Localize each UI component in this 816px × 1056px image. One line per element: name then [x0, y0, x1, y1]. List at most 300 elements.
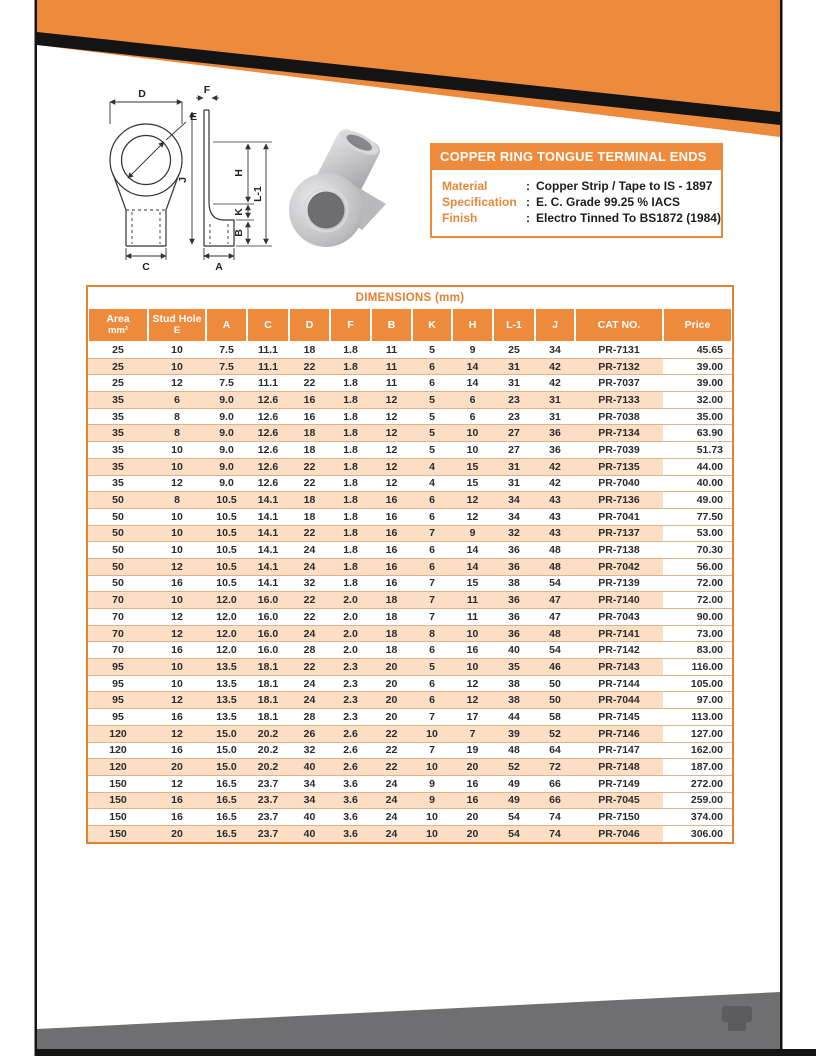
dimension-cell: 23.7: [257, 794, 279, 807]
dimension-cell: 5: [429, 410, 435, 423]
table-row: [88, 591, 732, 608]
dimension-cell: 1.8: [343, 377, 358, 390]
dimension-cell: 10: [466, 660, 479, 673]
dimension-cell: 5: [429, 393, 435, 406]
dimension-cell: 95: [112, 660, 124, 673]
dimension-cell: 9.0: [219, 410, 234, 423]
dimension-cell: 95: [112, 694, 124, 707]
dimension-cell: 16: [385, 527, 398, 540]
dimension-cell: 1.8: [343, 577, 358, 590]
photo-ring-hole: [308, 192, 345, 229]
dimension-cell: 5: [429, 443, 435, 456]
dimension-cell: 70: [112, 627, 124, 640]
dimension-cell: 49: [508, 777, 520, 790]
dimension-cell: 7: [429, 577, 435, 590]
column-header: Price: [663, 309, 732, 341]
dimension-cell: 1.8: [343, 427, 358, 440]
dimension-cell: 52: [508, 761, 520, 774]
dimension-cell: 16: [466, 644, 479, 657]
dimension-cell: 1.8: [343, 477, 358, 490]
cat-no-cell: PR-7043: [598, 610, 640, 623]
table-row: [88, 758, 732, 775]
table-row: [88, 441, 732, 458]
price-cell: 51.73: [663, 442, 732, 458]
dimension-cell: 7: [429, 527, 435, 540]
dimension-cell: 35: [508, 660, 520, 673]
price-cell: 39.00: [663, 359, 732, 375]
dimension-cell: 10: [171, 443, 183, 456]
dimension-cell: 50: [112, 544, 124, 557]
spec-label: Material: [442, 179, 488, 193]
cat-no-cell: PR-7136: [598, 494, 640, 507]
table-row: [88, 742, 732, 759]
dimension-cell: 18: [303, 494, 316, 507]
dimension-cell: 24: [385, 794, 398, 807]
dimension-cell: 12: [171, 377, 183, 390]
dimension-cell: 16: [385, 544, 398, 557]
left-border-line: [35, 0, 38, 1056]
dimension-cell: 10: [466, 443, 479, 456]
dimension-cell: 150: [109, 777, 127, 790]
dim-label-j: J: [177, 177, 189, 183]
dimension-cell: 12: [466, 694, 479, 707]
dimension-cell: 23.7: [257, 827, 279, 840]
dimension-cell: 7: [429, 594, 435, 607]
price-cell: 162.00: [663, 743, 732, 759]
column-header: K: [412, 309, 452, 341]
price-cell: 83.00: [663, 642, 732, 658]
table-row: [88, 608, 732, 625]
dimension-cell: 10: [171, 594, 183, 607]
dimension-cell: 12.6: [257, 427, 279, 440]
dimension-cell: 1.8: [343, 527, 358, 540]
dimension-cell: 24: [385, 827, 398, 840]
column-header: C: [247, 309, 289, 341]
dimension-cell: 10: [426, 727, 438, 740]
dimension-cell: 40: [508, 644, 520, 657]
cat-no-cell: PR-7045: [598, 794, 640, 807]
cat-no-cell: PR-7150: [598, 811, 640, 824]
table-row: [88, 541, 732, 558]
table-row: [88, 408, 732, 425]
dimension-cell: 95: [112, 710, 124, 723]
price-cell: 63.90: [663, 425, 732, 441]
price-cell: 187.00: [663, 759, 732, 775]
price-cell: 39.00: [663, 375, 732, 391]
dimension-cell: 16: [171, 811, 183, 824]
dimension-cell: 10: [426, 811, 438, 824]
dimension-cell: 120: [109, 727, 127, 740]
dimension-cell: 31: [549, 393, 561, 406]
dimension-cell: 11.1: [258, 343, 278, 356]
dimension-cell: 13.5: [216, 710, 237, 723]
price-cell: 374.00: [663, 809, 732, 825]
dimension-cell: 5: [429, 660, 435, 673]
dimension-cell: 10.5: [216, 544, 237, 557]
dimension-cell: 3.6: [343, 811, 358, 824]
spec-colon: :: [526, 195, 530, 209]
cat-no-cell: PR-7134: [598, 427, 640, 440]
cat-no-cell: PR-7141: [598, 627, 640, 640]
dimension-cell: 16.5: [216, 794, 237, 807]
dimension-cell: 50: [549, 677, 561, 690]
dimension-cell: 70: [112, 594, 124, 607]
dim-label-a: A: [215, 261, 223, 273]
dimension-cell: 6: [429, 377, 435, 390]
dimension-cell: 15: [466, 477, 479, 490]
price-cell: 72.00: [663, 592, 732, 608]
table-row: [88, 808, 732, 825]
dim-label-h: H: [233, 169, 245, 177]
dimension-cell: 11.1: [258, 377, 278, 390]
cat-no-cell: PR-7144: [598, 677, 640, 690]
dimension-cell: 12: [385, 410, 398, 423]
dimension-cell: 13.5: [216, 694, 237, 707]
dimension-cell: 3.6: [343, 827, 358, 840]
dimension-cell: 18: [303, 443, 316, 456]
dimension-cell: 12.6: [257, 443, 279, 456]
dimension-cell: 24: [385, 811, 398, 824]
spec-value: Electro Tinned To BS1872 (1984): [536, 211, 721, 225]
cat-no-cell: PR-7131: [598, 343, 640, 356]
dimension-cell: 5: [429, 427, 435, 440]
table-row: [88, 641, 732, 658]
dimension-cell: 50: [112, 560, 124, 573]
cat-no-cell: PR-7148: [598, 761, 640, 774]
dimension-cell: 66: [549, 777, 561, 790]
dimension-cell: 22: [385, 727, 398, 740]
dimension-cell: 10: [171, 510, 183, 523]
cat-no-cell: PR-7044: [598, 694, 640, 707]
dimension-cell: 36: [508, 610, 520, 623]
dimension-cell: 58: [549, 710, 561, 723]
cat-no-cell: PR-7143: [598, 660, 640, 673]
price-cell: 32.00: [663, 392, 732, 408]
dimension-cell: 43: [549, 494, 561, 507]
column-header: J: [535, 309, 575, 341]
dimension-cell: 6: [429, 644, 435, 657]
price-cell: 73.00: [663, 626, 732, 642]
dimension-cell: 1.8: [343, 560, 358, 573]
dimension-cell: 7.5: [219, 377, 234, 390]
dimension-labels: [138, 84, 264, 273]
dimension-cell: 16.0: [257, 594, 279, 607]
price-cell: 97.00: [663, 692, 732, 708]
bottom-bar: [37, 1049, 816, 1056]
table-row: [88, 475, 732, 492]
dimension-cell: 22: [303, 360, 316, 373]
dimension-cell: 66: [549, 794, 561, 807]
dimension-cell: 10: [171, 460, 183, 473]
table-row: [88, 675, 732, 692]
dimension-cell: 12: [466, 677, 479, 690]
dimension-cell: 16: [385, 560, 398, 573]
cat-no-cell: PR-7038: [598, 410, 640, 423]
dim-label-f: F: [203, 84, 211, 96]
dimension-cell: 120: [109, 744, 127, 757]
dimension-cell: 95: [112, 677, 124, 690]
spec-value: Copper Strip / Tape to IS - 1897: [536, 179, 713, 193]
price-cell: 272.00: [663, 776, 732, 792]
dimension-cell: 9.0: [219, 427, 234, 440]
dimension-cell: 42: [549, 360, 561, 373]
dimension-cell: 18.1: [257, 660, 279, 673]
dimension-cell: 20.2: [257, 761, 279, 774]
dimension-cell: 35: [112, 460, 124, 473]
dimension-cell: 20: [466, 761, 479, 774]
dimension-cell: 11: [385, 343, 398, 356]
gray-footer-band: [37, 992, 780, 1049]
dimension-cell: 27: [508, 427, 520, 440]
dimension-cell: 34: [508, 494, 520, 507]
dimension-cell: 34: [303, 794, 316, 807]
dimension-cell: 12: [171, 627, 183, 640]
dimension-cell: 9.0: [219, 443, 234, 456]
dimension-cell: 36: [508, 594, 520, 607]
dimension-cell: 20: [171, 761, 183, 774]
dimension-cell: 24: [303, 694, 316, 707]
dimension-cell: 22: [303, 477, 316, 490]
dimension-cell: 16: [303, 410, 316, 423]
dimension-cell: 31: [508, 460, 520, 473]
dimension-cell: 28: [303, 710, 316, 723]
dimension-cell: 22: [303, 377, 316, 390]
dimension-cell: 1.8: [343, 544, 358, 557]
dimension-cell: 20: [385, 677, 398, 690]
dimension-cell: 20: [466, 811, 479, 824]
dimension-cell: 22: [303, 594, 316, 607]
dimension-cell: 39: [508, 727, 520, 740]
dimension-cell: 25: [508, 343, 520, 356]
dimension-cell: 11: [385, 360, 398, 373]
price-cell: 259.00: [663, 793, 732, 809]
dimension-cell: 24: [303, 627, 316, 640]
dimension-cell: 150: [109, 794, 127, 807]
dimension-cell: 36: [508, 627, 520, 640]
dimension-cell: 11: [466, 610, 479, 623]
dimension-cell: 24: [303, 677, 316, 690]
cat-no-cell: PR-7042: [598, 560, 640, 573]
table-title-band: [88, 287, 732, 309]
table-row: [88, 491, 732, 508]
dimension-cell: 13.5: [216, 660, 237, 673]
price-cell: 306.00: [663, 826, 732, 842]
dimension-cell: 12.6: [257, 393, 279, 406]
dimension-cell: 70: [112, 644, 124, 657]
spec-colon: :: [526, 211, 530, 225]
dim-label-c: C: [142, 261, 150, 273]
dimension-cell: 14: [466, 377, 479, 390]
dimension-cell: 12.6: [257, 410, 279, 423]
dimension-cell: 50: [112, 494, 124, 507]
dimension-cell: 6: [429, 694, 435, 707]
dimension-cell: 52: [549, 727, 561, 740]
dimension-cell: 20: [171, 827, 183, 840]
table-row: [88, 625, 732, 642]
dimension-cell: 10.5: [216, 494, 237, 507]
dimension-cell: 23.7: [257, 777, 279, 790]
dimension-cell: 74: [549, 811, 561, 824]
dimension-cell: 50: [112, 527, 124, 540]
dimension-cell: 34: [549, 343, 561, 356]
dimension-cell: 7: [429, 744, 435, 757]
dimension-cell: 150: [109, 827, 127, 840]
dimension-cell: 20: [385, 694, 398, 707]
dimension-cell: 4: [429, 460, 435, 473]
dimension-cell: 2.0: [343, 627, 358, 640]
dimension-cell: 6: [429, 510, 435, 523]
dimension-cell: 16: [466, 777, 479, 790]
dimension-cell: 6: [174, 393, 180, 406]
dimension-cell: 10.5: [216, 560, 237, 573]
cat-no-cell: PR-7132: [598, 360, 640, 373]
dimension-cell: 23.7: [257, 811, 279, 824]
dimension-cell: 8: [174, 410, 180, 423]
dimension-cell: 7: [469, 727, 476, 740]
dimension-cell: 22: [303, 460, 316, 473]
dimension-cell: 25: [112, 360, 124, 373]
dimension-cell: 20: [466, 827, 479, 840]
dimension-cell: 48: [549, 560, 561, 573]
dimension-cell: 14.1: [257, 577, 279, 590]
dimension-cell: 16: [385, 494, 398, 507]
dimension-cell: 6: [429, 544, 435, 557]
dimension-cell: 14: [466, 560, 479, 573]
dimension-cell: 10: [171, 660, 183, 673]
dimension-cell: 16.0: [257, 627, 279, 640]
dimension-cell: 36: [508, 560, 520, 573]
dimension-cell: 44: [508, 710, 520, 723]
table-row: [88, 708, 732, 725]
dimension-cell: 12.0: [216, 627, 237, 640]
dimension-cell: 16.5: [216, 827, 237, 840]
dimension-cell: 1.8: [343, 360, 358, 373]
dimension-cell: 14.1: [257, 560, 279, 573]
cat-no-cell: PR-7037: [598, 377, 640, 390]
dimension-cell: 16: [171, 644, 183, 657]
dimension-cell: 8: [429, 627, 435, 640]
table-row: [88, 725, 732, 742]
dimension-cell: 1.8: [343, 494, 358, 507]
column-header: D: [289, 309, 330, 341]
dimension-cell: 6: [429, 677, 435, 690]
dimension-cell: 19: [466, 744, 479, 757]
dimension-cell: 120: [109, 761, 127, 774]
cat-no-cell: PR-7046: [598, 827, 640, 840]
dimension-cell: 15: [466, 577, 479, 590]
price-cell: 49.00: [663, 492, 732, 508]
dimension-cell: 22: [385, 744, 398, 757]
dimension-cell: 31: [508, 477, 520, 490]
table-row: [88, 775, 732, 792]
dimension-cell: 48: [508, 744, 520, 757]
dimension-cell: 14.1: [257, 510, 279, 523]
dimension-cell: 15.0: [216, 744, 237, 757]
dimension-cell: 22: [303, 610, 316, 623]
price-cell: 44.00: [663, 459, 732, 475]
cat-no-cell: PR-7039: [598, 443, 640, 456]
dimension-cell: 11: [385, 377, 398, 390]
cat-no-cell: PR-7139: [598, 577, 640, 590]
dimension-cell: 54: [508, 811, 520, 824]
dimension-cell: 8: [174, 427, 180, 440]
dimension-cell: 7.5: [219, 360, 234, 373]
dimension-cell: 23: [508, 393, 520, 406]
dimension-cell: 50: [549, 694, 561, 707]
product-title-bar: [430, 143, 723, 170]
dimension-cell: 74: [549, 827, 561, 840]
column-header: Stud Hole E: [148, 309, 206, 341]
cat-no-cell: PR-7137: [598, 527, 640, 540]
dimension-cell: 10: [426, 827, 438, 840]
dimensions-table: [86, 285, 734, 844]
dimension-cell: 12.6: [257, 460, 279, 473]
dimension-cell: 3.6: [343, 794, 358, 807]
price-cell: 70.30: [663, 542, 732, 558]
dimension-cell: 2.3: [343, 694, 358, 707]
dimension-cell: 2.3: [343, 677, 358, 690]
dimension-cell: 23: [508, 410, 520, 423]
dimension-cell: 7.5: [219, 343, 234, 356]
dimension-cell: 10: [171, 360, 183, 373]
right-border-line: [780, 0, 783, 1056]
dimension-cell: 16: [385, 510, 398, 523]
dimension-cell: 35: [112, 410, 124, 423]
spec-row-finish: [442, 210, 721, 226]
dimension-cell: 2.6: [343, 727, 358, 740]
dimension-cell: 35: [112, 393, 124, 406]
dimension-cell: 70: [112, 610, 124, 623]
dimension-cell: 20.2: [257, 727, 279, 740]
dim-label-l1: L-1: [252, 186, 264, 202]
dimension-cell: 9: [469, 343, 476, 356]
table-row: [88, 424, 732, 441]
dimension-cell: 34: [303, 777, 316, 790]
column-header: A: [206, 309, 247, 341]
table-row: [88, 342, 732, 358]
dimension-cell: 14: [466, 360, 479, 373]
product-title: COPPER RING TONGUE TERMINAL ENDS: [440, 149, 707, 164]
column-header: H: [452, 309, 493, 341]
table-row: [88, 575, 732, 592]
dim-label-k: K: [233, 208, 245, 216]
dimension-cell: 22: [303, 527, 316, 540]
dimension-cell: 1.8: [343, 393, 358, 406]
dimension-cell: 3.6: [343, 777, 358, 790]
dimension-cell: 50: [112, 577, 124, 590]
table-row: [88, 458, 732, 475]
price-cell: 77.50: [663, 509, 732, 525]
dimension-cell: 36: [549, 443, 561, 456]
spec-box: [430, 170, 723, 238]
dimension-cell: 10: [171, 677, 183, 690]
dimension-cell: 47: [549, 610, 561, 623]
dimension-cell: 2.0: [343, 610, 358, 623]
dimension-cell: 32: [303, 577, 316, 590]
spec-label: Finish: [442, 211, 478, 225]
dimension-cell: 54: [508, 827, 520, 840]
dimension-cell: 35: [112, 477, 124, 490]
dimension-cell: 10: [466, 427, 479, 440]
dimension-cell: 13.5: [216, 677, 237, 690]
dimension-cell: 10: [171, 544, 183, 557]
price-cell: 45.65: [663, 342, 732, 358]
column-header: F: [330, 309, 371, 341]
dimension-cell: 18: [385, 594, 398, 607]
dim-label-b: B: [233, 229, 245, 237]
dimension-cell: 12: [385, 460, 398, 473]
dimension-cell: 7: [429, 710, 435, 723]
